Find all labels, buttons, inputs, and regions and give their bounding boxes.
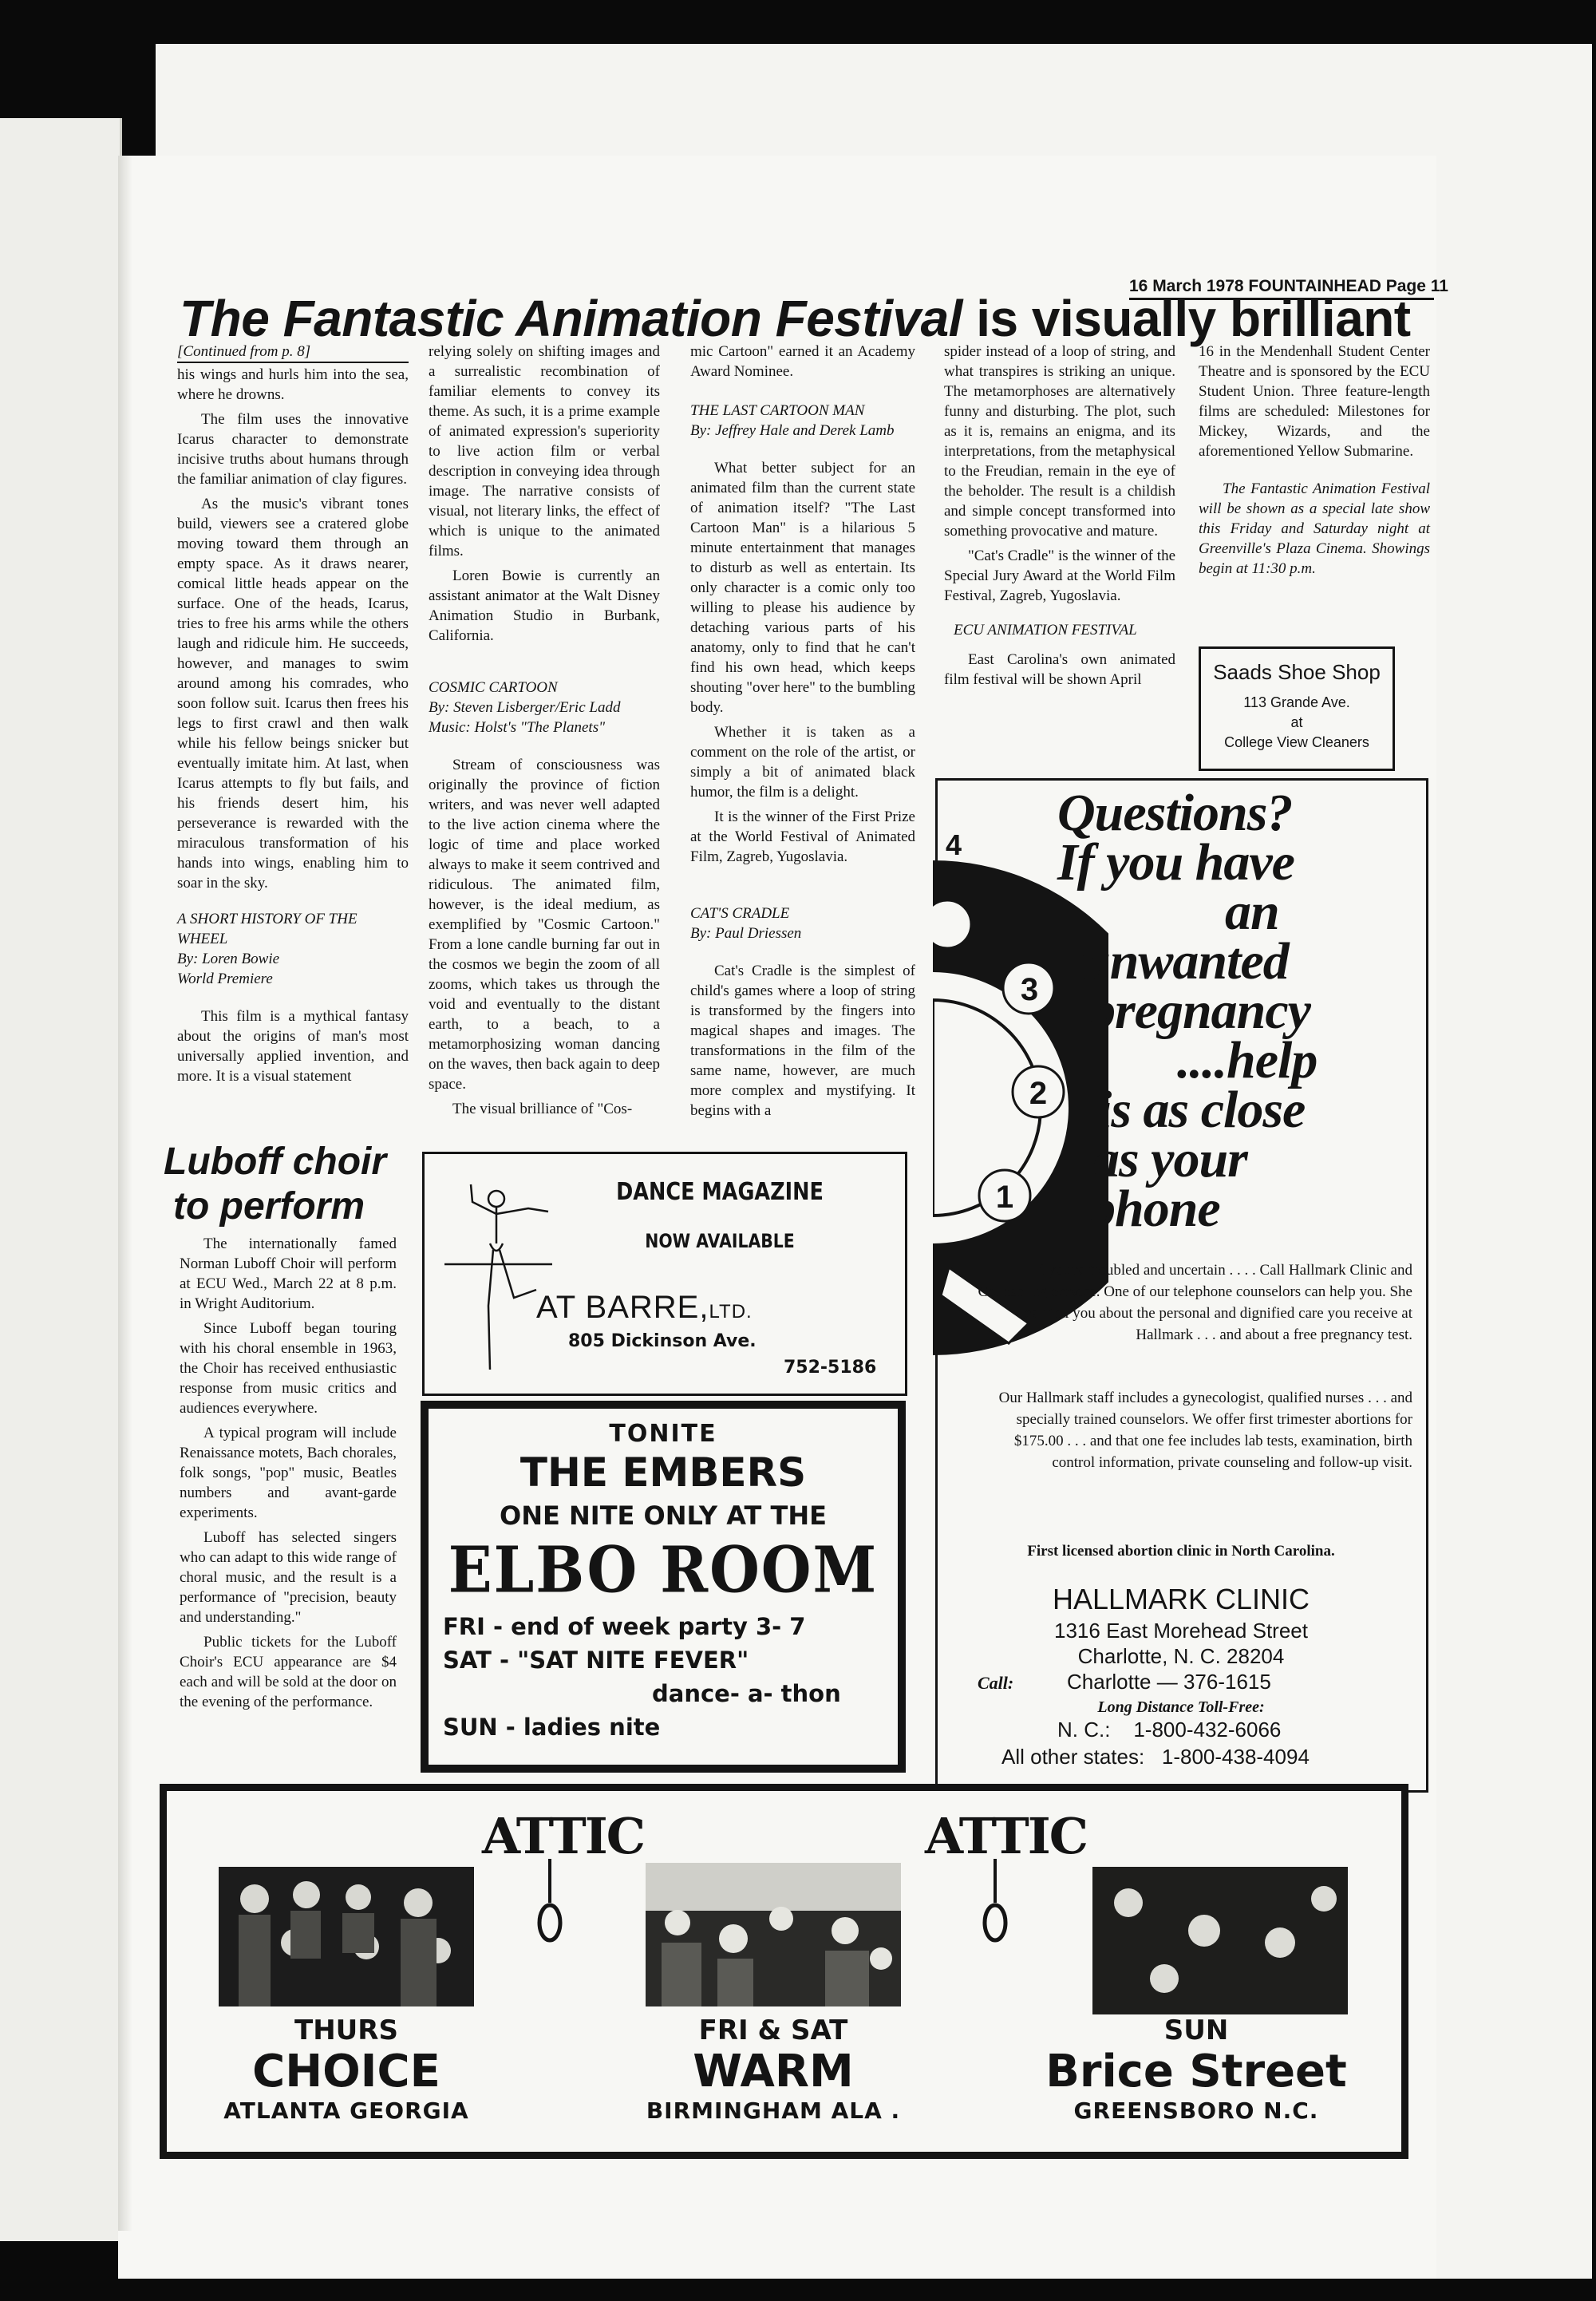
paragraph: Stream of consciousness was originally the province of fiction writers, and was never well adapted to the live action cinema where the logic of time and place worked always to make it seem contrived and ridiculous. The animated film, however, is the ideal medium, as exemplified by "Cosmic Cartoon." From a lone candle burning far out in the cosmos we begin the zoom of all zooms, which takes us through the void and eventually to the distant earth, to a beach, to a metamorphosizing woman dancing on the waves, then back again to deep space. xyxy=(429,757,660,1093)
noose-icon xyxy=(534,1859,566,1947)
shop-name: Saads Shoe Shop xyxy=(1213,660,1381,684)
article-column-3 xyxy=(690,342,915,1125)
hallmark-headline xyxy=(1049,784,1424,1238)
show-origin: BIRMINGHAM ALA . xyxy=(646,2097,901,2124)
toll-free-label: Long Distance Toll-Free: xyxy=(1097,1698,1265,1716)
ballerina-illustration xyxy=(440,1170,552,1378)
headline-line: as your xyxy=(1093,1130,1247,1188)
venue-name: ELBO ROOM xyxy=(448,1532,879,1607)
show-day: SUN xyxy=(1163,2014,1229,2046)
paragraph: A typical program will include Renaissance motets, Bach chorales, folk songs, "pop" music, Beatles numbers and avant-garde experiments. xyxy=(180,1425,397,1521)
charlotte-phone: Charlotte — 376-1615 xyxy=(1067,1670,1271,1694)
paragraph: The Fantastic Animation Festival will be shown as a special late show this Friday and Saturday night at Greenville's Plaza Cinema. Showings begin at 11:30 p.m. xyxy=(1199,480,1430,577)
noose-icon xyxy=(979,1859,1011,1947)
show-sunday xyxy=(1013,2014,1380,2124)
dial-digit: 1 xyxy=(995,1180,1014,1215)
show-origin: ATLANTA GEORGIA xyxy=(223,2097,469,2124)
store-name-text: AT BARRE, xyxy=(536,1290,709,1325)
attic-logo: ATTIC xyxy=(482,1807,645,1865)
article-column-1 xyxy=(177,342,409,1091)
paragraph: Whether it is taken as a comment on the role of the artist, or simply a bit of animated black humor, the film is a delight. xyxy=(690,724,915,801)
show-band: CHOICE xyxy=(252,2046,440,2097)
hallmark-body-1: If you're troubled and uncertain . . . . Call Hallmark Clinic and Counseling Service. One of our telephone counselors can help you. She can tell you about the personal and dignified care you receive at Hallmark . . . and about a free pregnancy test. xyxy=(978,1262,1412,1343)
band-photo-brice-street xyxy=(1092,1867,1348,2014)
paragraph: Luboff has selected singers who can adapt to this wide range of choral music, and the result is a performance of "precision, beauty and understanding." xyxy=(180,1529,397,1626)
shop-address: 113 Grande Ave. xyxy=(1243,694,1350,710)
sunday-line: SUN - ladies nite xyxy=(443,1714,661,1741)
headline-plain: is visually brilliant xyxy=(976,290,1411,347)
film-music: Music: Holst's "The Planets" xyxy=(429,719,606,736)
headline-line: ....help xyxy=(1177,1031,1317,1089)
paragraph: spider instead of a loop of string, and what transpires is striking an unique. The metamorphoses are alternatively funny and disturbing. The plot, such as it is, remains an enigma, and its interpretations, from the metaphysical to the Freudian, remain in the eye of the beholder. The result is a childish and simple concept transformed into something provocative and mature. xyxy=(944,343,1175,540)
dance-subline: NOW AVAILABLE xyxy=(645,1230,795,1252)
band-photo-choice xyxy=(219,1867,474,2006)
saturday-line: SAT - "SAT NITE FEVER" xyxy=(443,1647,749,1674)
paragraph: 16 in the Mendenhall Student Center Theatre and is sponsored by the ECU Student Union. Three feature-length films are scheduled: Milestones for Mickey, Wizards, and the aforementioned Yellow Submarine. xyxy=(1199,343,1430,460)
headline-line: pregnancy xyxy=(1089,982,1310,1040)
paragraph: What better subject for an animated film than the current state of animation itself? "The Last Cartoon Man" is a hilarious 5 minute entertainment that manages to disturb as well as entertain. Its only character is a comic only too willing to please his audience by detaching various parts of his anatomy, only to find that he can't find his own head, which keeps shouting "over here" to the bumbling body. xyxy=(690,460,915,716)
one-nite-label: ONE NITE ONLY AT THE xyxy=(500,1500,827,1531)
show-friday-saturday xyxy=(610,2014,937,2124)
film-credit: By: Steven Lisberger/Eric Ladd xyxy=(429,699,621,716)
paragraph: Public tickets for the Luboff Choir's ECU appearance are $4 each and will be sold at the door on the evening of the performance. xyxy=(180,1634,397,1710)
band-photo-warm xyxy=(646,1863,901,2006)
paragraph: Cat's Cradle is the simplest of child's games where a loop of string is transformed by the fingers into magical shapes and images. The transformations in the film of the same name, however, are much more complex and mystifying. It begins with a xyxy=(690,963,915,1119)
embers-elbo-room-ad xyxy=(421,1401,906,1773)
friday-line: FRI - end of week party 3- 7 xyxy=(443,1613,806,1640)
headline-line: unwanted xyxy=(1081,932,1289,990)
paragraph: East Carolina's own animated film festival will be shown April xyxy=(944,651,1175,688)
paragraph: Loren Bowie is currently an assistant animator at the Walt Disney Animation Studio in Burbank, California. xyxy=(429,567,660,644)
hallmark-clinic-ad xyxy=(935,778,1428,1793)
store-ltd: LTD. xyxy=(709,1301,753,1322)
dial-digit: 2 xyxy=(1029,1076,1048,1111)
headline-line: an xyxy=(1225,883,1279,941)
paragraph: The internationally famed Norman Luboff Choir will perform at ECU Wed., March 22 at 8 p.m. in Wright Auditorium. xyxy=(180,1236,397,1312)
headline-line: is as close xyxy=(1097,1081,1306,1139)
article-column-2 xyxy=(429,342,660,1124)
luboff-article xyxy=(164,1140,411,1717)
paragraph: The visual brilliance of "Cos- xyxy=(452,1101,633,1117)
film-credit: By: Paul Driessen xyxy=(690,925,802,942)
film-credit: By: Jeffrey Hale and Derek Lamb xyxy=(690,422,895,439)
attic-logo: ATTIC xyxy=(925,1807,1088,1865)
shop-at: at xyxy=(1290,714,1303,730)
headline-line: If you have xyxy=(1057,833,1294,892)
headline-line: phone xyxy=(1089,1180,1220,1238)
show-origin: GREENSBORO N.C. xyxy=(1073,2097,1319,2124)
article-column-4 xyxy=(944,342,1175,694)
saturday-line-2: dance- a- thon xyxy=(652,1680,841,1707)
film-title: A SHORT HISTORY OF THE WHEEL xyxy=(177,911,358,947)
tonite-label: TONITE xyxy=(609,1420,717,1448)
luboff-headline-line2: to perform xyxy=(173,1185,365,1228)
attic-concerts-ad xyxy=(160,1784,1408,2159)
nc-phone: N. C.: 1-800-432-6066 xyxy=(1057,1718,1282,1742)
paragraph: his wings and hurls him into the sea, where he drowns. xyxy=(177,366,409,403)
store-phone: 752-5186 xyxy=(784,1358,877,1378)
hallmark-body-2: Our Hallmark staff includes a gynecologist, qualified nurses . . . and specially trained counselors. We offer first trimester abortions for $175.00 . . . and that one fee includes lab tests, examination, birth control information, private counseling and follow-up visit. xyxy=(998,1390,1412,1471)
shop-location: College View Cleaners xyxy=(1224,734,1369,750)
paragraph: relying solely on shifting images and a surrealistic recombination of familiar elements to convey its theme. As such, it is a prime example of animated expression's superiority to live action film or verbal description in conveying idea through image. The narrative consists of visual, not literary links, the effect of which is unique to the animated films. xyxy=(429,343,660,559)
film-credit: By: Loren Bowie xyxy=(177,951,280,967)
saads-shoe-shop-ad xyxy=(1199,646,1395,771)
paragraph: As the music's vibrant tones build, viewers see a cratered globe moving toward them through an empty space. As it draws nearer, comical little heads appear on the surface. One of the heads, Icarus, tries to free his arms while the others laugh and ridicule him. He succeeds, however, and manages to swim around among his comrades, who soon follow suit. Icarus then frees his legs to first crawl and then walk while his fellow beings snicker but eventually imitate him. At last, when Icarus attempts to fly but fails, and his friends desert him, his perseverance is rewarded with the miraculous transformation of his hands into wings, enabling him to soar in the sky. xyxy=(177,496,409,892)
paragraph: "Cat's Cradle" is the winner of the Special Jury Award at the World Film Festival, Zagreb, Yugoslavia. xyxy=(944,548,1175,604)
paragraph: Since Luboff began touring with his choral ensemble in 1963, the Choir has received enthusiastic response from music critics and audiences everywhere. xyxy=(180,1320,397,1417)
paragraph: It is the winner of the First Prize at the World Festival of Animated Film, Zagreb, Yugoslavia. xyxy=(690,809,915,865)
clinic-name: HALLMARK CLINIC xyxy=(1052,1583,1310,1615)
article-column-5 xyxy=(1199,342,1430,583)
page-fold-shadow xyxy=(118,156,132,2231)
paragraph: The film uses the innovative Icarus character to demonstrate incisive truths about humans through the familiar animation of clay figures. xyxy=(177,411,409,488)
headline-line: Questions? xyxy=(1057,784,1293,842)
film-title: CAT'S CRADLE xyxy=(690,905,790,922)
store-name xyxy=(536,1290,753,1326)
adjacent-page-edge xyxy=(0,118,120,2241)
film-note: World Premiere xyxy=(177,971,273,987)
show-day: FRI & SAT xyxy=(698,2014,848,2046)
paragraph: This film is a mythical fantasy about the origins of man's most universally applied invention, and more. It is a visual statement xyxy=(177,1008,409,1085)
continued-note: [Continued from p. 8] xyxy=(177,342,409,363)
film-title: COSMIC CARTOON xyxy=(429,679,558,696)
headline-italic: The Fantastic Animation Festival xyxy=(180,290,962,347)
clinic-street: 1316 East Morehead Street xyxy=(1054,1619,1308,1643)
dance-magazine-ad xyxy=(422,1152,907,1396)
show-band: Brice Street xyxy=(1045,2046,1347,2097)
dial-digit: 3 xyxy=(1020,972,1039,1007)
show-band: WARM xyxy=(693,2046,854,2097)
show-thursday xyxy=(183,2014,510,2124)
show-day: THURS xyxy=(294,2014,398,2046)
first-licensed-line: First licensed abortion clinic in North Carolina. xyxy=(1027,1543,1335,1560)
other-states-phone: All other states: 1-800-438-4094 xyxy=(1001,1745,1310,1769)
page-headline xyxy=(180,289,1424,348)
running-head: 16 March 1978 FOUNTAINHEAD Page 11 xyxy=(1129,277,1434,300)
dial-digit: 4 xyxy=(945,828,962,861)
band-name: THE EMBERS xyxy=(519,1449,807,1496)
film-title: THE LAST CARTOON MAN xyxy=(690,402,865,419)
section-title: ECU ANIMATION FESTIVAL xyxy=(954,622,1137,639)
store-address: 805 Dickinson Ave. xyxy=(568,1331,757,1351)
clinic-city: Charlotte, N. C. 28204 xyxy=(1077,1644,1285,1668)
paragraph: mic Cartoon" earned it an Academy Award Nominee. xyxy=(690,343,915,380)
call-label: Call: xyxy=(978,1673,1014,1693)
dance-headline: DANCE MAGAZINE xyxy=(616,1178,824,1206)
luboff-headline-line1: Luboff choir xyxy=(164,1141,387,1183)
